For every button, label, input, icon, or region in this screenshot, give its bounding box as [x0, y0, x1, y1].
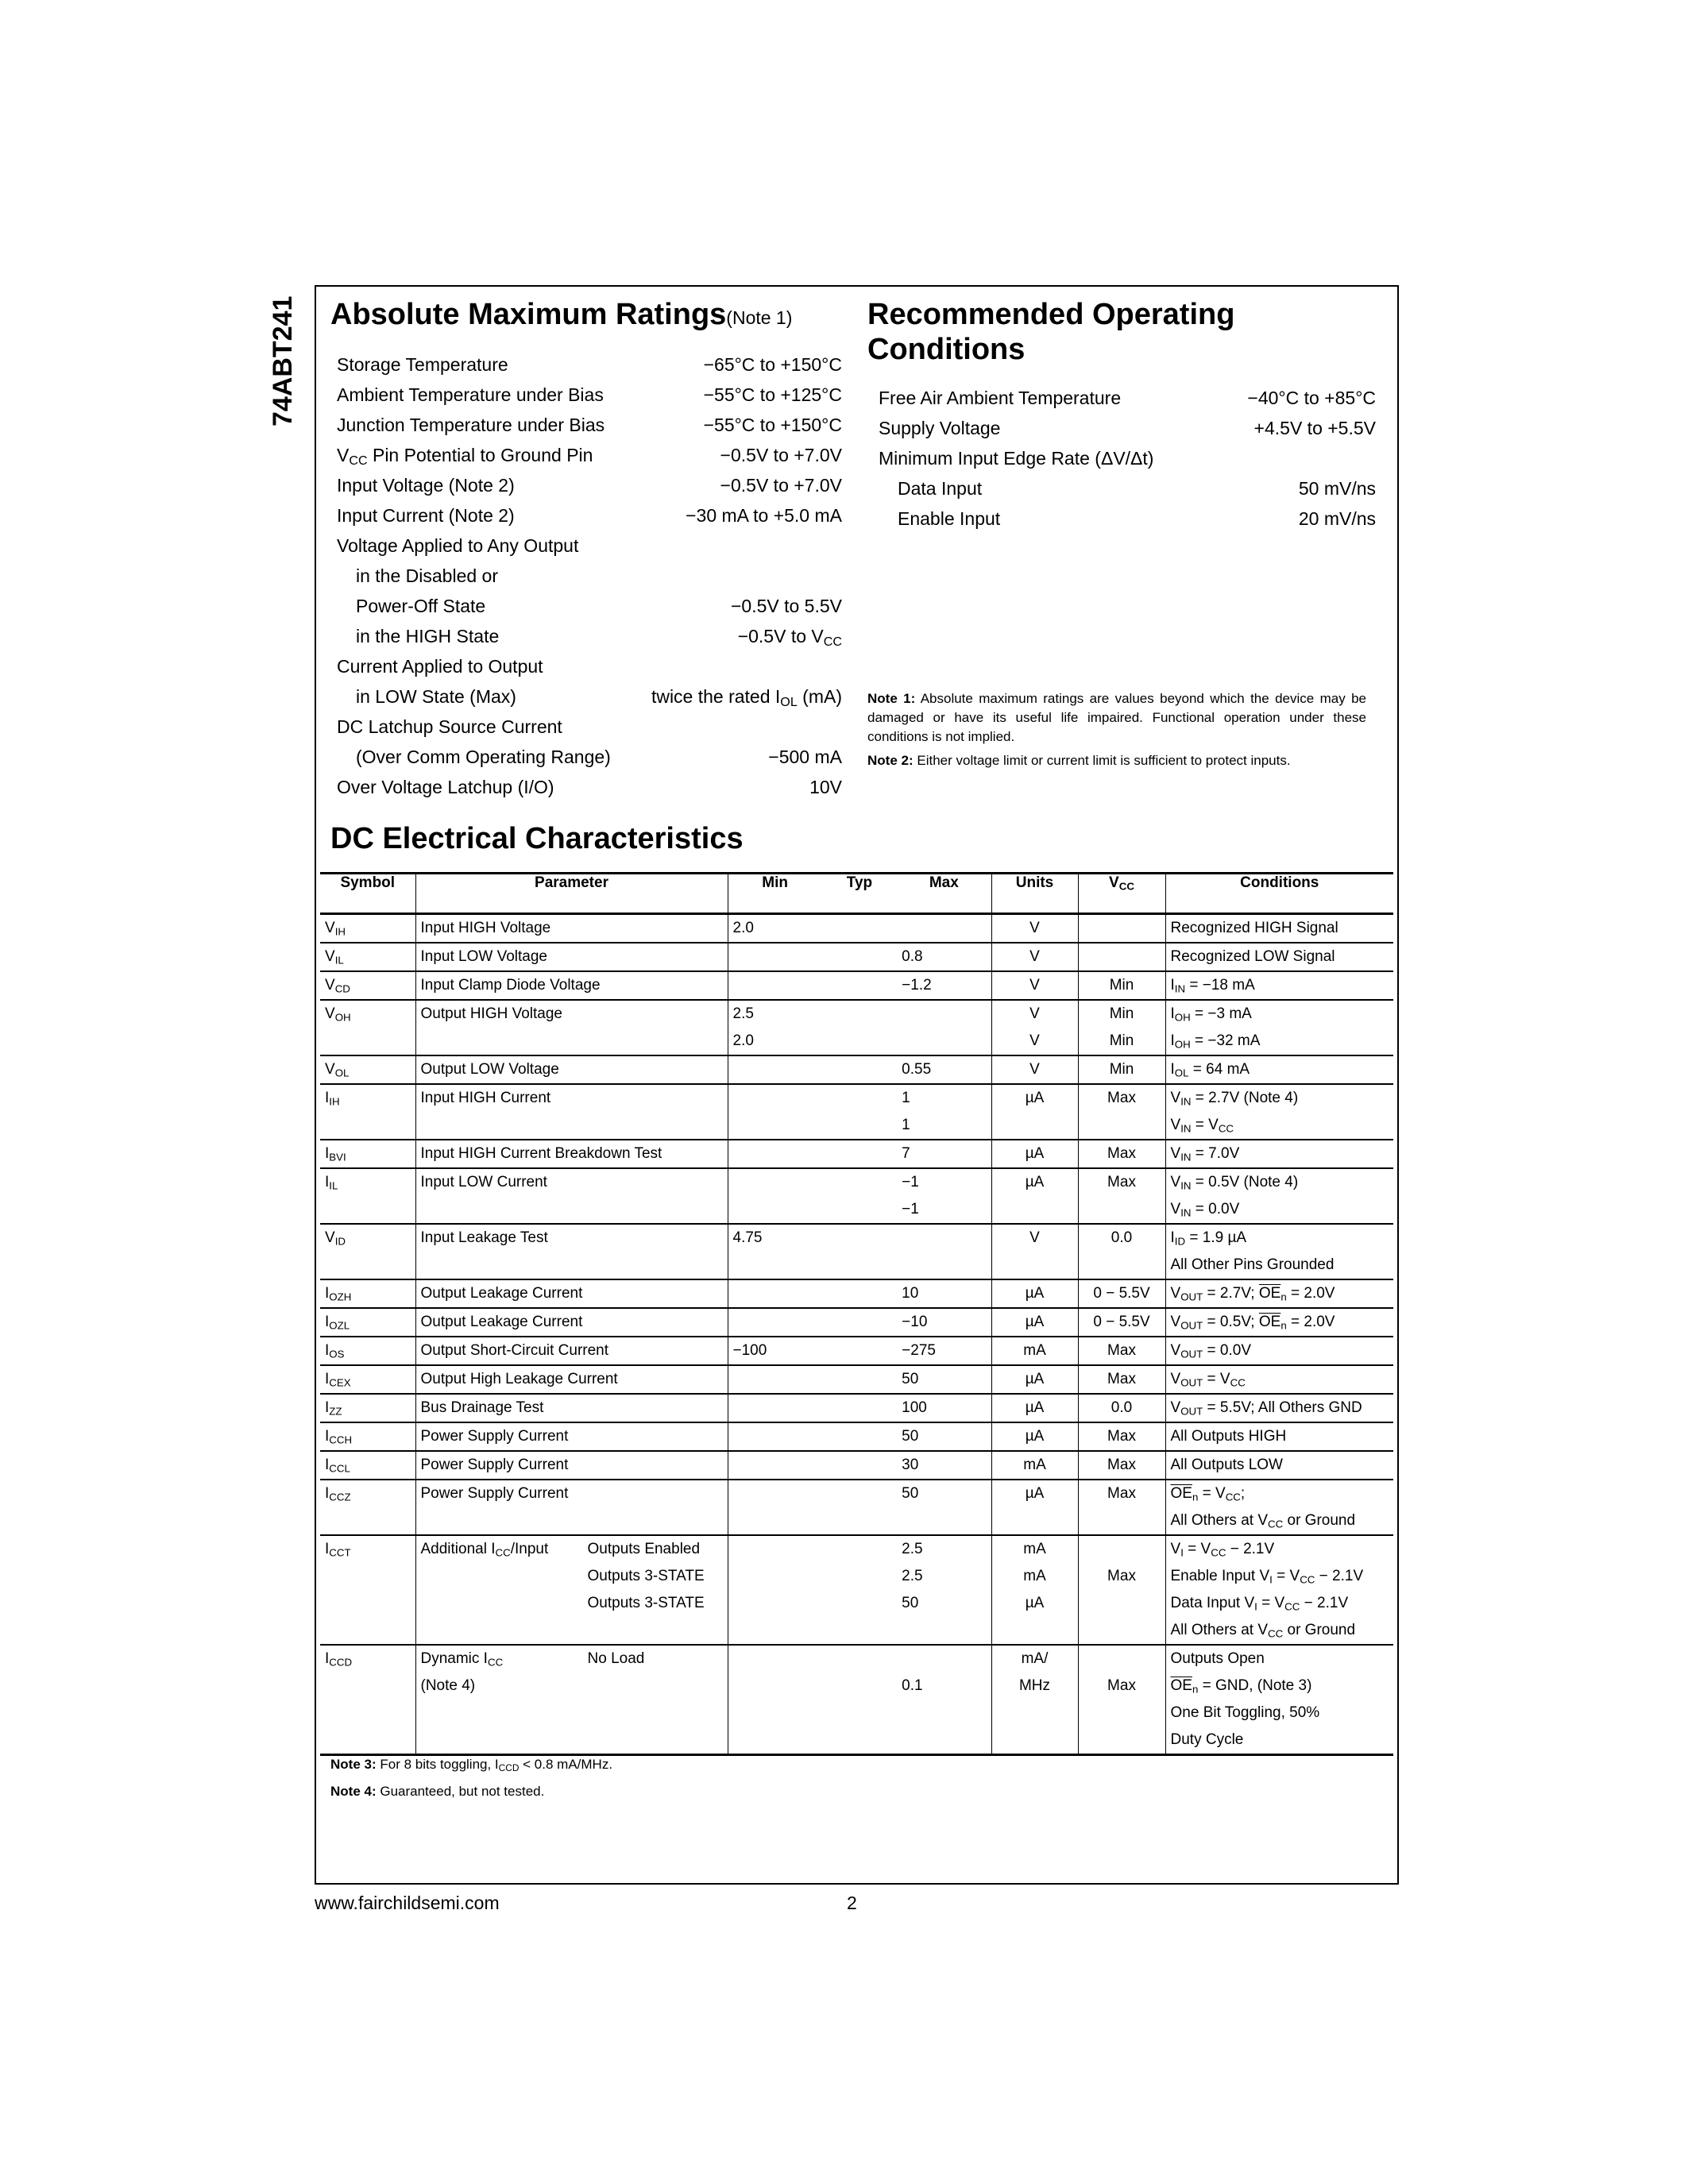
cell-symbol: $V_{ID}$: [325, 1229, 346, 1248]
amr-label: Input Current (Note 2): [337, 505, 515, 526]
note-1: Note 1: Absolute maximum ratings are values beyond which the device may be damaged or have its useful life impaired. Functional operation under these conditions is not implied.: [867, 691, 1366, 744]
table-row: [320, 1422, 1393, 1451]
cell-min-typ-max: 100: [728, 1394, 991, 1422]
dc-characteristics-table: [320, 872, 1393, 1756]
cell-min-typ-max: 10: [728, 1279, 991, 1308]
cell-parameter: Power Supply Current: [415, 1480, 728, 1535]
cell-symbol: $V_{OL}$: [325, 1061, 350, 1079]
cell-units: mA mA µA: [991, 1535, 1078, 1645]
cell-conditions: $V_I = V_{CC} - 2.1V$ Enable Input $V_I = V_{CC} - 2.1V$ Data Input $V_I = V_{CC} - 2.1V$ All Others at $V_{CC}$ or Ground: [1165, 1535, 1393, 1645]
amr-row: [337, 440, 842, 470]
cell-symbol: $V_{IH}$: [325, 920, 346, 938]
amr-value: −30 mA to +5.0 mA: [686, 505, 842, 526]
cell-parameter: Output Short-Circuit Current: [415, 1337, 728, 1365]
cell-min-typ-max: 2.5 2.5 50: [728, 1535, 991, 1645]
cell-parameter: Additional $I_{CC}$/Input Outputs Enabled Outputs 3-STATE Outputs 3-STATE: [415, 1535, 728, 1645]
amr-label: Current Applied to Output: [337, 656, 543, 677]
table-row: [320, 1394, 1393, 1422]
cell-parameter: Input HIGH Current: [415, 1084, 728, 1140]
amr-row: [337, 681, 842, 712]
cell-min-typ-max: 0.1: [728, 1645, 991, 1755]
amr-row: [337, 531, 842, 561]
cell-vcc: Max: [1078, 1365, 1165, 1394]
cell-vcc: 0.0: [1078, 1224, 1165, 1279]
cell-units: V: [991, 914, 1078, 943]
cell-parameter: Output HIGH Voltage: [415, 1000, 728, 1055]
dc-header-row: [320, 874, 1393, 914]
cell-units: µA: [991, 1279, 1078, 1308]
cell-symbol: $V_{IL}$: [325, 948, 344, 967]
cell-symbol: $V_{OH}$: [325, 1005, 351, 1024]
cell-vcc: Min: [1078, 1055, 1165, 1084]
amr-label: in LOW State (Max): [356, 686, 516, 707]
cell-parameter: Input LOW Voltage: [415, 943, 728, 971]
cell-vcc: Max: [1078, 1140, 1165, 1168]
cell-min-typ-max: −1 −1: [728, 1168, 991, 1224]
roc-label: Data Input: [898, 478, 983, 499]
header-conditions: Conditions: [1165, 874, 1393, 914]
amr-label: DC Latchup Source Current: [337, 716, 562, 737]
cell-parameter: Input LOW Current: [415, 1168, 728, 1224]
cell-parameter: Power Supply Current: [415, 1422, 728, 1451]
cell-vcc: [1078, 943, 1165, 971]
cell-units: V: [991, 971, 1078, 1000]
table-row: [320, 971, 1393, 1000]
cell-parameter: Input Clamp Diode Voltage: [415, 971, 728, 1000]
amr-label: Power-Off State: [356, 596, 486, 616]
footer-page-number: 2: [847, 1893, 857, 1913]
cell-parameter: Input Leakage Test: [415, 1224, 728, 1279]
cell-units: mA/ MHz: [991, 1645, 1078, 1755]
table-row: [320, 1224, 1393, 1279]
cell-parameter: Input HIGH Current Breakdown Test: [415, 1140, 728, 1168]
amr-value: −55°C to +150°C: [703, 415, 842, 435]
cell-symbol: $I_{BVI}$: [325, 1145, 346, 1163]
cell-units: V: [991, 943, 1078, 971]
cell-symbol: $I_{CCH}$: [325, 1428, 353, 1446]
amr-row: [337, 500, 842, 531]
cell-parameter: Dynamic $I_{CC}$ No Load (Note 4): [415, 1645, 728, 1755]
cell-parameter: Bus Drainage Test: [415, 1394, 728, 1422]
cell-symbol: $I_{IL}$: [325, 1174, 338, 1192]
amr-row: [337, 742, 842, 772]
table-row: [320, 1451, 1393, 1480]
cell-vcc: [1078, 914, 1165, 943]
amr-value: −500 mA: [768, 747, 842, 767]
table-row: [320, 1000, 1393, 1055]
footer-url: www.fairchildsemi.com: [315, 1893, 500, 1913]
table-row: [320, 1480, 1393, 1535]
amr-label: in the Disabled or: [356, 565, 498, 586]
amr-label: Storage Temperature: [337, 354, 508, 375]
cell-min-typ-max: 50: [728, 1480, 991, 1535]
amr-label: in the HIGH State: [356, 626, 500, 646]
amr-row: [337, 349, 842, 380]
cell-vcc: Max: [1078, 1451, 1165, 1480]
table-row: [320, 914, 1393, 943]
cell-units: µA: [991, 1480, 1078, 1535]
cell-conditions: All Outputs LOW: [1165, 1451, 1393, 1480]
roc-row: [879, 413, 1376, 443]
amr-row: [337, 651, 842, 681]
cell-conditions: Outputs Open $\overline{OE}_n$ = GND, (Note 3) One Bit Toggling, 50% Duty Cycle: [1165, 1645, 1393, 1755]
table-row: [320, 1055, 1393, 1084]
roc-list: [879, 383, 1376, 534]
amr-row: [337, 591, 842, 621]
amr-label: Voltage Applied to Any Output: [337, 535, 579, 556]
cell-symbol: $I_{CCD}$: [325, 1650, 353, 1669]
cell-units: µA: [991, 1365, 1078, 1394]
cell-conditions: $\overline{OE}_n = V_{CC}$; All Others at $V_{CC}$ or Ground: [1165, 1480, 1393, 1535]
cell-conditions: $V_{IN} = 7.0V$: [1165, 1140, 1393, 1168]
cell-units: µA: [991, 1140, 1078, 1168]
header-symbol: Symbol: [320, 874, 415, 914]
cell-min-typ-max: 2.5 2.0: [728, 1000, 991, 1055]
amr-row: [337, 410, 842, 440]
cell-conditions: All Outputs HIGH: [1165, 1422, 1393, 1451]
cell-units: mA: [991, 1337, 1078, 1365]
header-min-typ-max: Min Typ Max: [728, 874, 991, 914]
cell-min-typ-max: 1 1: [728, 1084, 991, 1140]
cell-vcc: Max: [1078, 1337, 1165, 1365]
cell-units: µA: [991, 1084, 1078, 1140]
amr-value: −0.5V to +7.0V: [720, 445, 842, 465]
cell-parameter: Output Leakage Current: [415, 1308, 728, 1337]
cell-conditions: Recognized HIGH Signal: [1165, 914, 1393, 943]
amr-value: twice the rated $I_{OL}$ (mA): [651, 686, 842, 710]
cell-min-typ-max: −100 −275: [728, 1337, 991, 1365]
cell-conditions: $V_{OUT} = 0.5V$; $\overline{OE}_n = 2.0V$: [1165, 1308, 1393, 1337]
cell-conditions: $V_{IN} = 0.5V$ (Note 4) $V_{IN} = 0.0V$: [1165, 1168, 1393, 1224]
cell-min-typ-max: 50: [728, 1365, 991, 1394]
cell-conditions: $I_{ID} = 1.9$ µA All Other Pins Grounded: [1165, 1224, 1393, 1279]
notes-bottom: [330, 1751, 612, 1805]
cell-conditions: Recognized LOW Signal: [1165, 943, 1393, 971]
roc-label: Enable Input: [898, 508, 1001, 529]
cell-units: V: [991, 1224, 1078, 1279]
cell-symbol: $I_{IH}$: [325, 1090, 340, 1108]
part-number-side-title: 74ABT241: [268, 295, 298, 426]
roc-label: Supply Voltage: [879, 418, 1001, 438]
cell-min-typ-max: 30: [728, 1451, 991, 1480]
cell-parameter: Output LOW Voltage: [415, 1055, 728, 1084]
table-row: [320, 1337, 1393, 1365]
cell-symbol: $V_{CD}$: [325, 977, 350, 995]
roc-value: +4.5V to +5.5V: [1253, 418, 1376, 438]
cell-vcc: Min Min: [1078, 1000, 1165, 1055]
cell-symbol: $I_{OZL}$: [325, 1314, 350, 1332]
cell-min-typ-max: 0.8: [728, 943, 991, 971]
cell-vcc: 0 − 5.5V: [1078, 1279, 1165, 1308]
amr-row: [337, 621, 842, 651]
roc-title: Recommended Operating Conditions: [867, 298, 1235, 366]
cell-symbol: $I_{CCT}$: [325, 1541, 351, 1559]
amr-label: (Over Comm Operating Range): [356, 747, 611, 767]
cell-units: µA: [991, 1422, 1078, 1451]
cell-parameter: Output High Leakage Current: [415, 1365, 728, 1394]
cell-vcc: 0.0: [1078, 1394, 1165, 1422]
amr-label: $V_{CC}$ Pin Potential to Ground Pin: [337, 445, 593, 469]
cell-min-typ-max: −10: [728, 1308, 991, 1337]
cell-conditions: $V_{OUT} = 2.7V$; $\overline{OE}_n = 2.0V$: [1165, 1279, 1393, 1308]
cell-vcc: Min: [1078, 971, 1165, 1000]
cell-parameter: Power Supply Current: [415, 1451, 728, 1480]
cell-vcc: Max: [1078, 1480, 1165, 1535]
note-2: Note 2: Either voltage limit or current limit is sufficient to protect inputs.: [867, 753, 1291, 768]
amr-value: −0.5V to 5.5V: [730, 596, 842, 616]
roc-row: [879, 473, 1376, 504]
amr-row: [337, 712, 842, 742]
amr-row: [337, 470, 842, 500]
roc-value: 20 mV/ns: [1298, 508, 1376, 529]
cell-min-typ-max: 2.0: [728, 914, 991, 943]
roc-value: −40°C to +85°C: [1247, 388, 1376, 408]
cell-conditions: $V_{OUT} = 0.0V$: [1165, 1337, 1393, 1365]
amr-value: 10V: [809, 777, 842, 797]
cell-conditions: $I_{OH} = -3$ mA $I_{OH} = -32$ mA: [1165, 1000, 1393, 1055]
cell-parameter: Output Leakage Current: [415, 1279, 728, 1308]
table-row: [320, 1140, 1393, 1168]
header-vcc: $V_{CC}$: [1078, 874, 1165, 914]
roc-row: [879, 443, 1376, 473]
roc-label: Minimum Input Edge Rate (ΔV/Δt): [879, 448, 1154, 469]
cell-units: µA: [991, 1394, 1078, 1422]
cell-conditions: $V_{OUT} = 5.5V$; All Others GND: [1165, 1394, 1393, 1422]
cell-conditions: $V_{IN} = 2.7V$ (Note 4) $V_{IN} = V_{CC}$: [1165, 1084, 1393, 1140]
amr-value: −0.5V to $V_{CC}$: [737, 626, 842, 650]
roc-label: Free Air Ambient Temperature: [879, 388, 1122, 408]
cell-symbol: $I_{ZZ}$: [325, 1399, 342, 1418]
cell-vcc: 0 − 5.5V: [1078, 1308, 1165, 1337]
amr-list: [337, 349, 842, 802]
amr-row: [337, 772, 842, 802]
cell-symbol: $I_{CEX}$: [325, 1371, 351, 1389]
notes-top: [867, 689, 1366, 775]
cell-min-typ-max: 4.75: [728, 1224, 991, 1279]
header-units: Units: [991, 874, 1078, 914]
cell-parameter: Input HIGH Voltage: [415, 914, 728, 943]
cell-conditions: $I_{IN} = -18$ mA: [1165, 971, 1393, 1000]
note-4: Note 4: Guaranteed, but not tested.: [330, 1784, 545, 1799]
cell-min-typ-max: −1.2: [728, 971, 991, 1000]
cell-vcc: Max: [1078, 1084, 1165, 1140]
cell-min-typ-max: 0.55: [728, 1055, 991, 1084]
cell-units: µA: [991, 1308, 1078, 1337]
cell-vcc: Max: [1078, 1645, 1165, 1755]
amr-label: Over Voltage Latchup (I/O): [337, 777, 554, 797]
amr-title-note: (Note 1): [726, 307, 793, 328]
cell-units: mA: [991, 1451, 1078, 1480]
amr-label: Junction Temperature under Bias: [337, 415, 605, 435]
table-row: [320, 1168, 1393, 1224]
table-row: [320, 1308, 1393, 1337]
note-3: Note 3: For 8 bits toggling, $I_{CCD} < 0.8$ mA/MHz.: [330, 1757, 613, 1773]
cell-symbol: $I_{CCL}$: [325, 1457, 350, 1475]
cell-vcc: Max: [1078, 1535, 1165, 1645]
cell-symbol: $I_{OS}$: [325, 1342, 345, 1360]
table-row: [320, 1365, 1393, 1394]
amr-row: [337, 561, 842, 591]
cell-units: µA: [991, 1168, 1078, 1224]
cell-vcc: Max: [1078, 1168, 1165, 1224]
header-parameter: Parameter: [415, 874, 728, 914]
cell-conditions: $V_{OUT} = V_{CC}$: [1165, 1365, 1393, 1394]
cell-conditions: $I_{OL} = 64$ mA: [1165, 1055, 1393, 1084]
roc-value: 50 mV/ns: [1298, 478, 1376, 499]
table-row: [320, 943, 1393, 971]
amr-label: Input Voltage (Note 2): [337, 475, 515, 496]
table-row: [320, 1279, 1393, 1308]
amr-row: [337, 380, 842, 410]
cell-min-typ-max: 50: [728, 1422, 991, 1451]
amr-label: Ambient Temperature under Bias: [337, 384, 604, 405]
table-row: [320, 1645, 1393, 1755]
cell-min-typ-max: 7: [728, 1140, 991, 1168]
amr-value: −0.5V to +7.0V: [720, 475, 842, 496]
cell-units: V V: [991, 1000, 1078, 1055]
amr-value: −65°C to +150°C: [703, 354, 842, 375]
cell-vcc: Max: [1078, 1422, 1165, 1451]
table-row: [320, 1535, 1393, 1645]
roc-row: [879, 504, 1376, 534]
roc-row: [879, 383, 1376, 413]
dc-title: DC Electrical Characteristics: [330, 822, 744, 855]
table-row: [320, 1084, 1393, 1140]
cell-symbol: $I_{CCZ}$: [325, 1485, 351, 1503]
cell-units: V: [991, 1055, 1078, 1084]
amr-title: Absolute Maximum Ratings(Note 1): [330, 298, 793, 331]
cell-symbol: $I_{OZH}$: [325, 1285, 352, 1303]
amr-value: −55°C to +125°C: [703, 384, 842, 405]
